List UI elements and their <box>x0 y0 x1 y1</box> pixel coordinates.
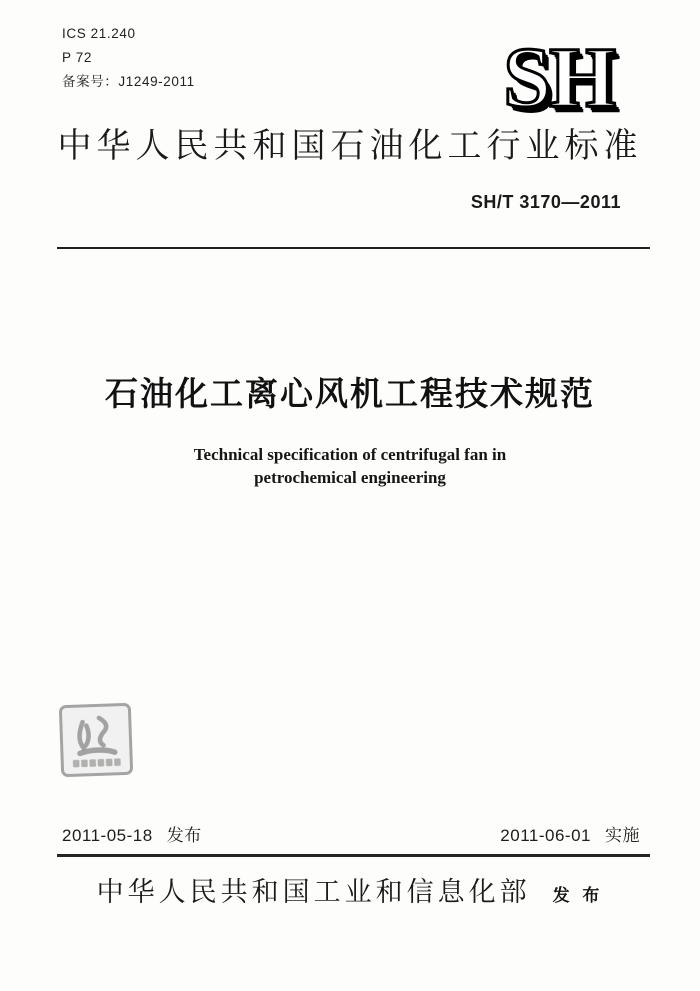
publish-date: 2011-05-18 <box>62 826 153 845</box>
top-divider <box>57 247 650 249</box>
sh-logo: SH <box>503 29 614 125</box>
dates-row <box>62 821 640 846</box>
implement-date-group <box>500 821 640 846</box>
record-number: 备案号：J1249-2011 <box>62 74 195 89</box>
header-meta <box>62 22 195 94</box>
document-title-en-line2: petrochemical engineering <box>254 468 446 487</box>
document-title-zh: 石油化工离心风机工程技术规范 <box>105 375 595 412</box>
document-title-en <box>0 443 700 489</box>
classification-code: P 72 <box>62 50 92 65</box>
seal-stamp-icon <box>59 703 133 777</box>
implement-label: 实施 <box>605 826 640 845</box>
publish-label: 发布 <box>166 826 202 845</box>
bottom-divider <box>57 854 650 857</box>
standard-category-title: 中华人民共和国石油化工行业标准 <box>57 128 643 165</box>
ics-code: ICS 21.240 <box>62 26 136 41</box>
document-title-en-line1: Technical specification of centrifugal fan in <box>193 445 507 464</box>
issuer-name: 中华人民共和国工业和信息化部 <box>96 877 531 907</box>
publish-date-group <box>62 821 202 846</box>
implement-date: 2011-06-01 <box>500 826 591 845</box>
issuer-row <box>0 874 700 910</box>
standard-number: SH/T 3170—2011 <box>470 192 621 212</box>
issue-label: 发 布 <box>552 886 604 905</box>
seal-glyph <box>62 706 130 774</box>
